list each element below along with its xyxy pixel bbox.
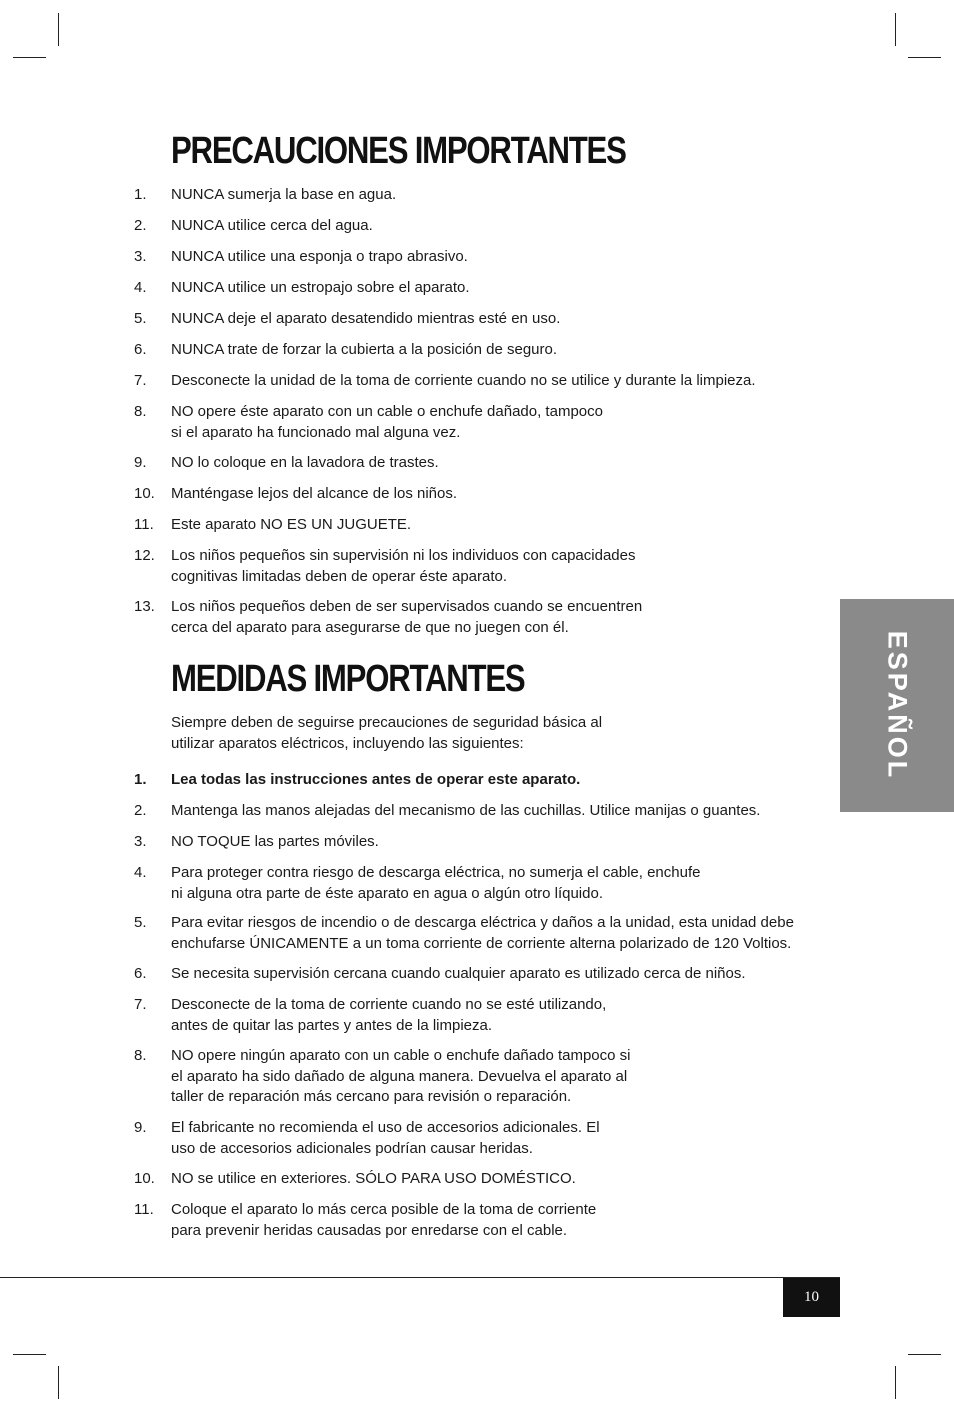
crop-mark bbox=[13, 1354, 46, 1355]
crop-mark bbox=[13, 57, 46, 58]
page-number: 10 bbox=[783, 1278, 840, 1317]
section-title-precauciones: PRECAUCIONES IMPORTANTES bbox=[171, 130, 626, 172]
language-label: ESPAÑOL bbox=[882, 630, 913, 781]
crop-mark bbox=[908, 57, 941, 58]
section-title-medidas: MEDIDAS IMPORTANTES bbox=[171, 658, 525, 700]
intro-paragraph: Siempre deben de seguirse precauciones de seguridad básica al utilizar aparatos eléctricos, incluyendo las siguientes: bbox=[171, 714, 603, 752]
crop-mark bbox=[895, 13, 896, 46]
crop-mark bbox=[58, 1366, 59, 1399]
language-side-tab bbox=[840, 599, 954, 812]
crop-mark bbox=[895, 1366, 896, 1399]
footer-rule bbox=[0, 1277, 840, 1278]
crop-mark bbox=[908, 1354, 941, 1355]
crop-mark bbox=[58, 13, 59, 46]
